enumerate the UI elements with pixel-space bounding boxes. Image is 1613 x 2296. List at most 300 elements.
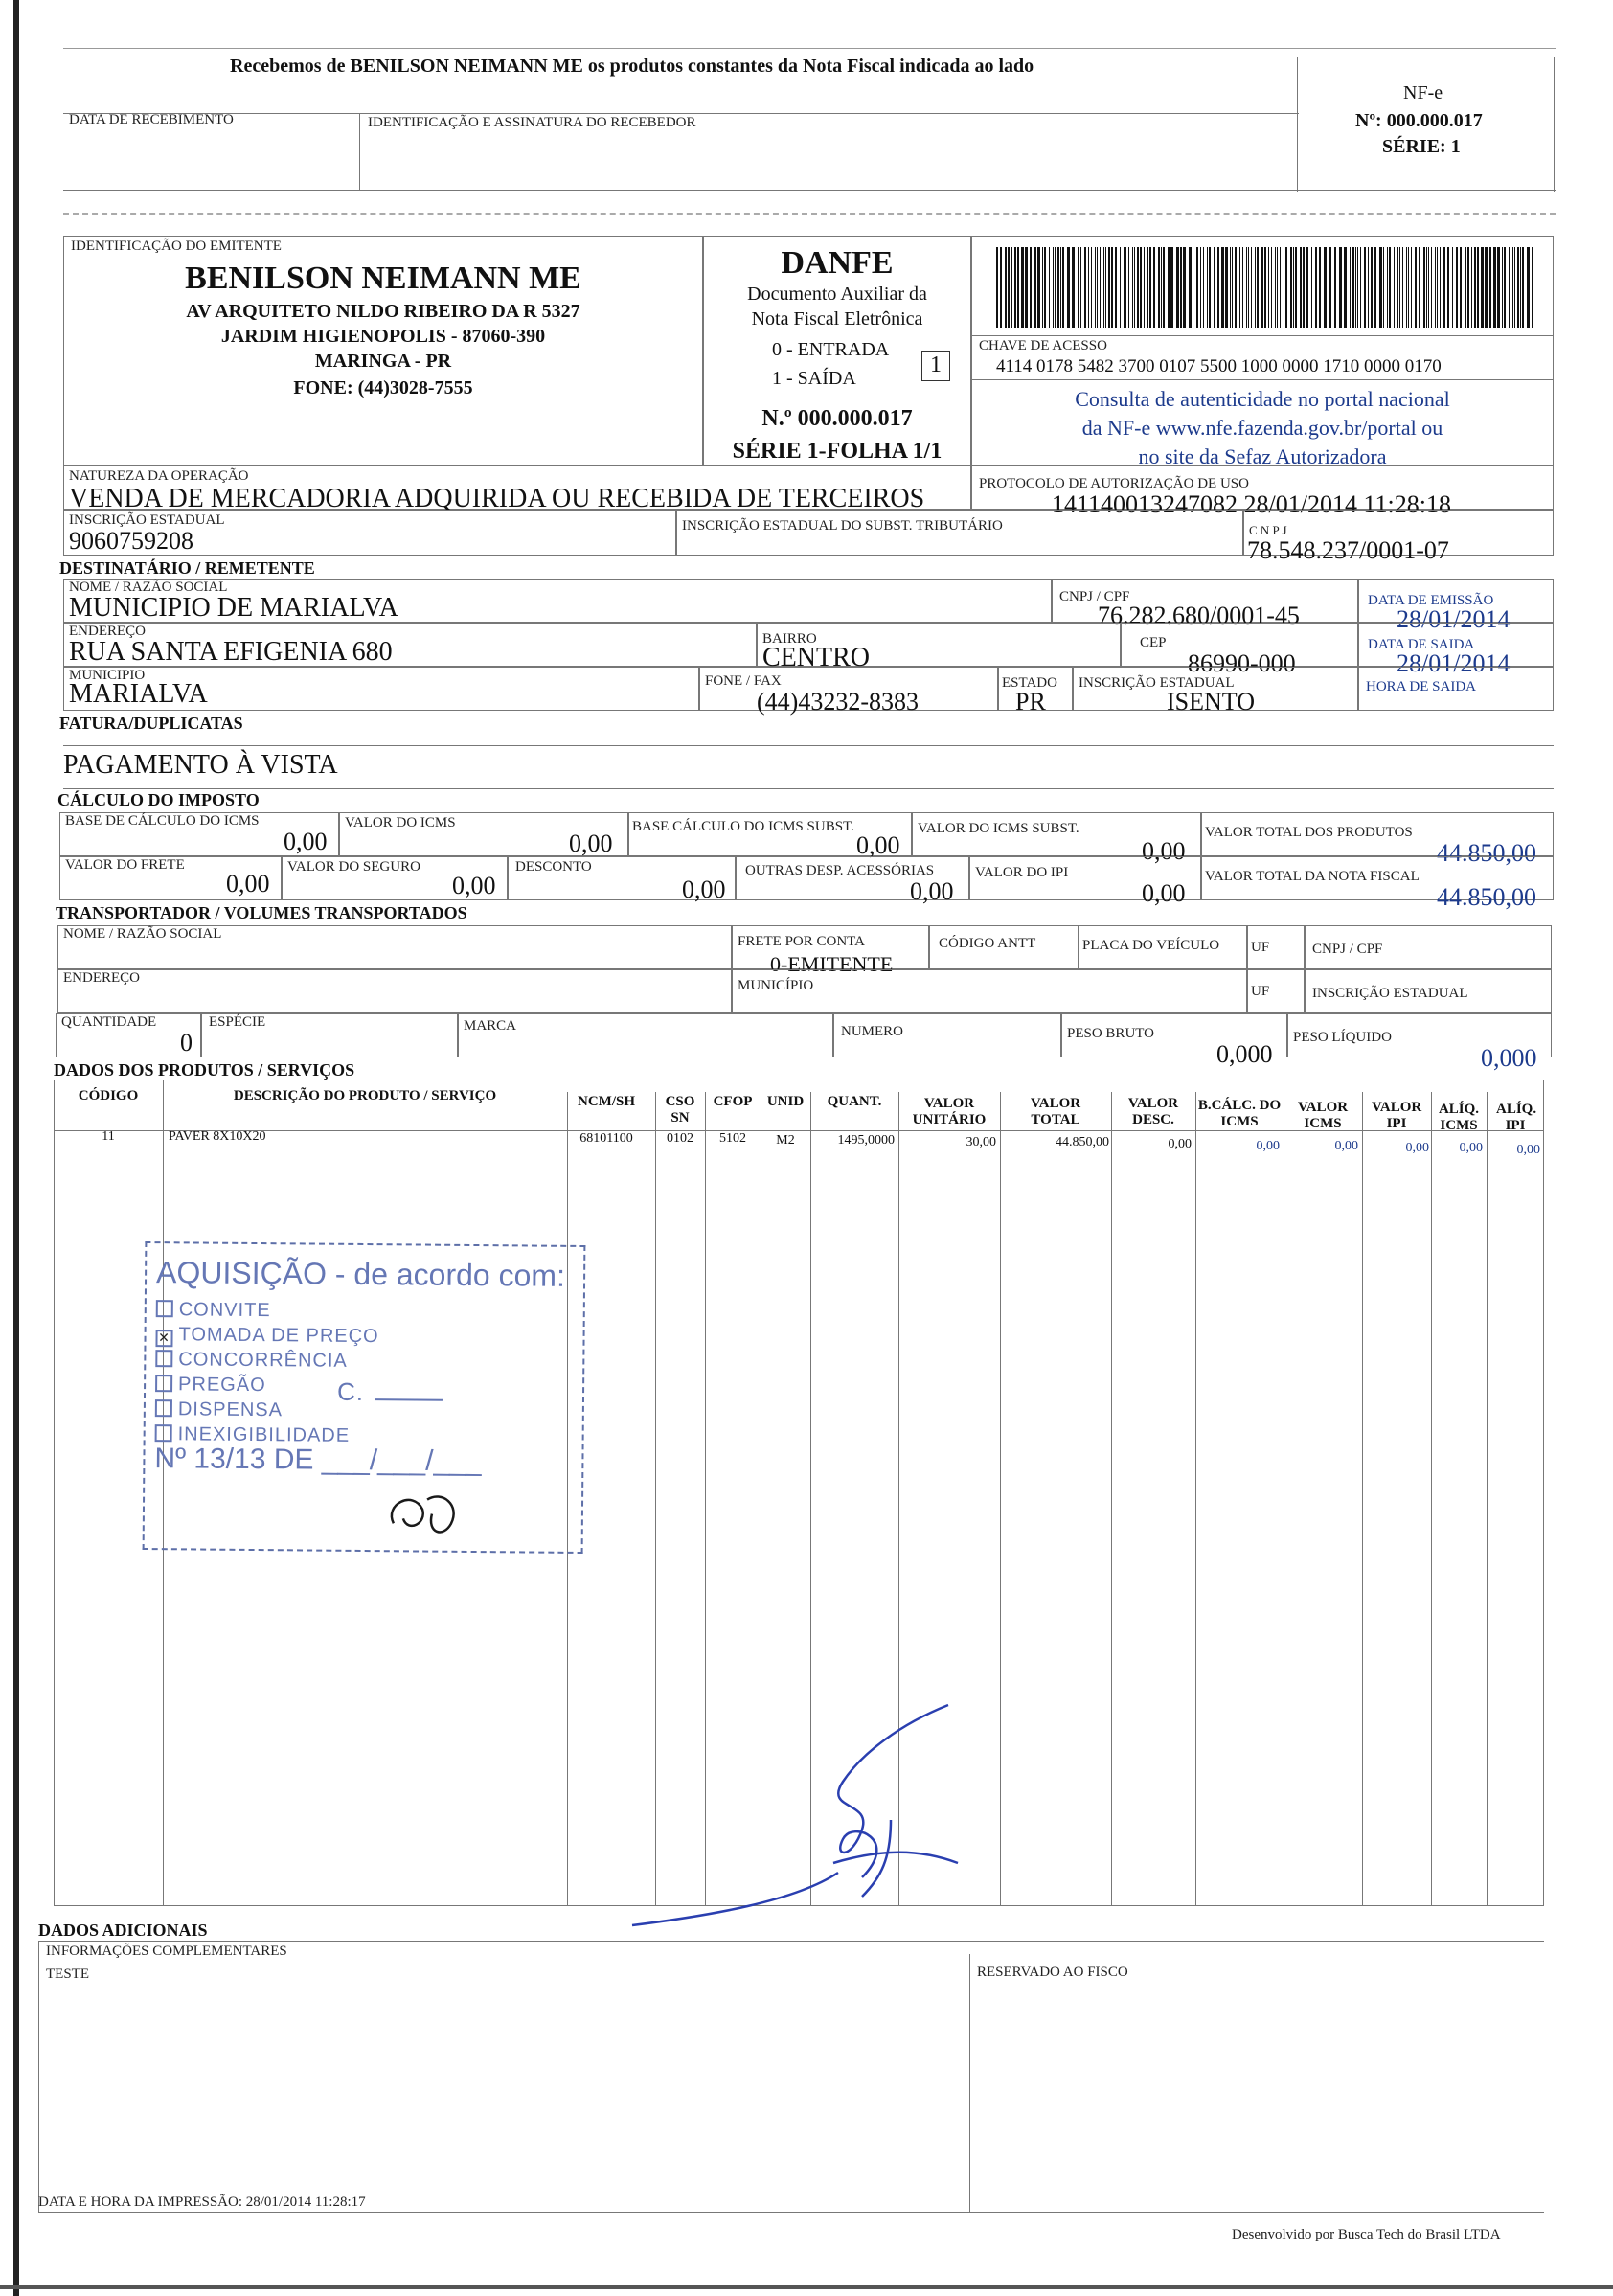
hdr-aipi: ALÍQ. IPI bbox=[1496, 1102, 1537, 1133]
barcode-bar bbox=[1467, 247, 1469, 328]
barcode-bar bbox=[1271, 247, 1272, 328]
hdr-bcicms: B.CÁLC. DO ICMS bbox=[1197, 1098, 1282, 1129]
barcode-bar bbox=[1357, 247, 1358, 328]
barcode-bar bbox=[1161, 247, 1162, 328]
barcode-bar bbox=[1097, 247, 1098, 328]
recipient-emission-label: DATA DE EMISSÃO bbox=[1368, 593, 1494, 608]
barcode-bar bbox=[1072, 247, 1075, 328]
barcode-bar bbox=[1091, 247, 1092, 328]
barcode-bar bbox=[1419, 247, 1420, 328]
barcode-bar bbox=[1532, 247, 1533, 328]
tax-total-products-label: VALOR TOTAL DOS PRODUTOS bbox=[1205, 825, 1413, 840]
barcode-bar bbox=[1440, 247, 1441, 328]
row-unid: M2 bbox=[776, 1133, 795, 1148]
barcode-bar bbox=[1426, 247, 1427, 328]
tax-other-label: OUTRAS DESP. ACESSÓRIAS bbox=[745, 863, 935, 878]
row-aicms: 0,00 bbox=[1459, 1141, 1483, 1155]
barcode-bar bbox=[1067, 247, 1070, 328]
ie-st-label: INSCRIÇÃO ESTADUAL DO SUBST. TRIBUTÁRIO bbox=[682, 518, 1003, 534]
recipient-state: PR bbox=[1015, 688, 1046, 716]
barcode-bar bbox=[996, 247, 998, 328]
barcode-bar bbox=[1060, 247, 1061, 328]
barcode-bar bbox=[1344, 247, 1347, 328]
barcode-bar bbox=[1140, 247, 1142, 328]
transport-brand-label: MARCA bbox=[464, 1018, 517, 1034]
tax-ipi: 0,00 bbox=[1142, 879, 1186, 907]
barcode-bar bbox=[1303, 247, 1305, 328]
cnpj-value: 78.548.237/0001-07 bbox=[1247, 536, 1449, 564]
recipient-cep: 86990-000 bbox=[1188, 649, 1296, 677]
danfe-number: N.º 000.000.017 bbox=[761, 406, 913, 431]
hdr-cfop: CFOP bbox=[713, 1094, 753, 1109]
tax-base-st-label: BASE CÁLCULO DO ICMS SUBST. bbox=[632, 819, 854, 834]
barcode-bar bbox=[1452, 247, 1453, 328]
invoice-value: PAGAMENTO À VISTA bbox=[63, 750, 338, 780]
additional-box bbox=[38, 1941, 1544, 2213]
barcode-bar bbox=[1030, 247, 1032, 328]
tax-section: CÁLCULO DO IMPOSTO bbox=[57, 790, 260, 809]
tax-base-st: 0,00 bbox=[856, 831, 900, 859]
barcode-bar bbox=[1011, 247, 1012, 328]
row-cfop: 5102 bbox=[719, 1131, 746, 1146]
barcode-bar bbox=[1057, 247, 1059, 328]
barcode-bar bbox=[1261, 247, 1263, 328]
barcode-bar bbox=[1230, 247, 1231, 328]
barcode-bar bbox=[1364, 247, 1366, 328]
row-cso: 0102 bbox=[667, 1131, 693, 1146]
barcode-bar bbox=[1008, 247, 1010, 328]
emitter-address1: AV ARQUITETO NILDO RIBEIRO DA R 5327 bbox=[186, 301, 580, 322]
barcode-bar bbox=[1368, 247, 1369, 328]
stamp-option-label: INEXIGIBILIDADE bbox=[177, 1423, 351, 1446]
danfe-sub1: Documento Auxiliar da bbox=[747, 284, 927, 305]
signature bbox=[613, 1695, 977, 1944]
ie-value: 9060759208 bbox=[69, 527, 193, 555]
tax-insurance: 0,00 bbox=[452, 872, 496, 899]
ie-label: INSCRIÇÃO ESTADUAL bbox=[69, 512, 225, 528]
barcode-bar bbox=[1196, 247, 1198, 328]
transport-uf2-label: UF bbox=[1251, 984, 1270, 999]
barcode-bar bbox=[1180, 247, 1182, 328]
tax-freight-label: VALOR DO FRETE bbox=[65, 857, 185, 873]
danfe-type-value: 1 bbox=[930, 352, 942, 377]
receipt-sign-label: IDENTIFICAÇÃO E ASSINATURA DO RECEBEDOR bbox=[368, 115, 696, 130]
barcode-bar bbox=[1522, 247, 1524, 328]
barcode-bar bbox=[1242, 247, 1243, 328]
row-disc: 0,00 bbox=[1168, 1137, 1192, 1151]
access-key-label: CHAVE DE ACESSO bbox=[979, 338, 1107, 353]
stamp-title: AQUISIÇÃO - de acordo com: bbox=[155, 1255, 566, 1293]
barcode-bar bbox=[1300, 247, 1302, 328]
barcode-bar bbox=[1497, 247, 1500, 328]
transport-name-label: NOME / RAZÃO SOCIAL bbox=[63, 926, 222, 942]
row-total: 44.850,00 bbox=[1056, 1135, 1109, 1149]
tax-base-icms-label: BASE DE CÁLCULO DO ICMS bbox=[65, 813, 260, 829]
recipient-ie: ISENTO bbox=[1167, 688, 1255, 716]
barcode-bar bbox=[1306, 247, 1308, 328]
row-unit: 30,00 bbox=[966, 1135, 996, 1149]
protocol-value: 141140013247082 28/01/2014 11:28:18 bbox=[1052, 490, 1451, 518]
transport-section: TRANSPORTADOR / VOLUMES TRANSPORTADOS bbox=[56, 903, 467, 922]
checkbox-icon bbox=[155, 1399, 172, 1417]
barcode-bar bbox=[1514, 247, 1515, 328]
hdr-desc: DESCRIÇÃO DO PRODUTO / SERVIÇO bbox=[233, 1088, 497, 1103]
barcode-bar bbox=[1477, 247, 1479, 328]
tax-discount: 0,00 bbox=[682, 875, 726, 903]
recipient-phone: (44)43232-8383 bbox=[757, 688, 919, 716]
barcode-bar bbox=[1084, 247, 1086, 328]
barcode-bar bbox=[1406, 247, 1407, 328]
tax-discount-label: DESCONTO bbox=[515, 859, 592, 875]
barcode-bar bbox=[1134, 247, 1135, 328]
danfe-serie: SÉRIE 1-FOLHA 1/1 bbox=[732, 439, 943, 464]
barcode-bar bbox=[1217, 247, 1219, 328]
recipient-district: CENTRO bbox=[762, 643, 870, 672]
emitter-name: BENILSON NEIMANN ME bbox=[185, 261, 581, 296]
barcode-bar bbox=[1053, 247, 1054, 328]
barcode-bar bbox=[1447, 247, 1449, 328]
recipient-emission: 28/01/2014 bbox=[1397, 605, 1511, 633]
barcode-bar bbox=[1103, 247, 1104, 328]
barcode-bar bbox=[1248, 247, 1249, 328]
barcode-bar bbox=[1232, 247, 1233, 328]
tax-total-products: 44.850,00 bbox=[1437, 839, 1536, 867]
transport-address-box bbox=[57, 969, 732, 1013]
stamp-option bbox=[156, 1299, 271, 1322]
recipient-address-label: ENDEREÇO bbox=[69, 624, 146, 639]
barcode-bar bbox=[1293, 247, 1294, 328]
barcode-bar bbox=[1125, 247, 1126, 328]
barcode-bar bbox=[1277, 247, 1278, 328]
barcode-bar bbox=[1128, 247, 1129, 328]
checkbox-icon bbox=[156, 1300, 173, 1317]
recipient-city: MARIALVA bbox=[69, 679, 208, 709]
barcode-bar bbox=[1443, 247, 1445, 328]
barcode-bar bbox=[1397, 247, 1398, 328]
barcode-bar bbox=[1415, 247, 1417, 328]
hdr-vipi: VALOR IPI bbox=[1372, 1100, 1422, 1131]
barcode-bar bbox=[1394, 247, 1395, 328]
barcode-bar bbox=[1062, 247, 1064, 328]
tax-ipi-label: VALOR DO IPI bbox=[975, 865, 1069, 880]
transport-freight-label: FRETE POR CONTA bbox=[738, 934, 865, 949]
barcode-bar bbox=[1120, 247, 1121, 328]
barcode-bar bbox=[1163, 247, 1165, 328]
stamp-option-label: TOMADA DE PREÇO bbox=[178, 1324, 379, 1348]
recipient-exit-label: DATA DE SAIDA bbox=[1368, 637, 1475, 652]
transport-net: 0,000 bbox=[1481, 1044, 1537, 1072]
barcode-bar bbox=[1311, 247, 1312, 328]
recipient-cep-label: CEP bbox=[1140, 635, 1167, 650]
barcode-bar bbox=[1352, 247, 1354, 328]
receipt-text: Recebemos de BENILSON NEIMANN ME os produtos constantes da Nota Fiscal indicada ao lado bbox=[230, 56, 1034, 77]
barcode-bar bbox=[1489, 247, 1491, 328]
barcode-bar bbox=[1055, 247, 1056, 328]
barcode-bar bbox=[1387, 247, 1388, 328]
hdr-unid: UNID bbox=[766, 1094, 805, 1109]
tax-icms: 0,00 bbox=[569, 830, 613, 857]
barcode-bar bbox=[1465, 247, 1466, 328]
barcode-bar bbox=[1017, 247, 1019, 328]
stamp-c-label: C. bbox=[336, 1376, 365, 1406]
tax-total-note: 44.850,00 bbox=[1437, 883, 1536, 911]
access-consult1: Consulta de autenticidade no portal nacional bbox=[1075, 387, 1450, 411]
barcode-bar bbox=[1383, 247, 1384, 328]
procurement-stamp bbox=[143, 1241, 586, 1554]
barcode-bar bbox=[1207, 247, 1208, 328]
transport-antt-label: CÓDIGO ANTT bbox=[939, 936, 1036, 951]
barcode-bar bbox=[1493, 247, 1496, 328]
danfe-entrada: 0 - ENTRADA bbox=[772, 339, 890, 360]
barcode-bar bbox=[1183, 247, 1186, 328]
barcode-bar bbox=[1456, 247, 1458, 328]
row-bcicms: 0,00 bbox=[1256, 1139, 1280, 1153]
barcode-bar bbox=[1111, 247, 1113, 328]
barcode-bar bbox=[1360, 247, 1361, 328]
barcode-bar bbox=[1481, 247, 1484, 328]
transport-cnpj-label: CNPJ / CPF bbox=[1312, 942, 1383, 957]
transport-number-label: NUMERO bbox=[841, 1024, 904, 1039]
barcode-bar bbox=[1251, 247, 1252, 328]
cut-line bbox=[63, 213, 1556, 215]
stamp-option bbox=[155, 1374, 266, 1397]
hdr-unit: VALOR UNITÁRIO bbox=[912, 1096, 987, 1127]
barcode-bar bbox=[1460, 247, 1462, 328]
recipient-cnpj: 76.282.680/0001-45 bbox=[1098, 602, 1300, 629]
barcode-bar bbox=[1471, 247, 1472, 328]
receipt-nfe: NF-e bbox=[1403, 82, 1443, 103]
transport-species-label: ESPÉCIE bbox=[209, 1014, 266, 1030]
stamp-option-label: PREGÃO bbox=[178, 1374, 266, 1397]
transport-plate-label: PLACA DO VEÍCULO bbox=[1082, 938, 1220, 953]
barcode-bar bbox=[1144, 247, 1145, 328]
barcode-bar bbox=[1100, 247, 1101, 328]
row-ncm: 68101100 bbox=[579, 1131, 633, 1146]
barcode-bar bbox=[1189, 247, 1192, 328]
barcode-bar bbox=[1504, 247, 1506, 328]
cnpj-label: C N P J bbox=[1249, 523, 1287, 537]
barcode-bar bbox=[1088, 247, 1089, 328]
barcode-bar bbox=[1485, 247, 1488, 328]
barcode-bar bbox=[1000, 247, 1002, 328]
barcode-bar bbox=[1280, 247, 1281, 328]
barcode-bar bbox=[1200, 247, 1201, 328]
invoice-section: FATURA/DUPLICATAS bbox=[59, 714, 243, 733]
barcode-bar bbox=[1339, 247, 1342, 328]
scan-left-edge bbox=[13, 0, 19, 2296]
barcode-bar bbox=[1170, 247, 1173, 328]
hdr-aicms: ALÍQ. ICMS bbox=[1438, 1102, 1480, 1133]
barcode-bar bbox=[1257, 247, 1259, 328]
barcode-bar bbox=[1285, 247, 1287, 328]
barcode-bar bbox=[1431, 247, 1432, 328]
barcode-bar bbox=[1329, 247, 1331, 328]
recipient-name-label: NOME / RAZÃO SOCIAL bbox=[69, 580, 228, 595]
barcode-bar bbox=[1239, 247, 1240, 328]
access-key: 4114 0178 5482 3700 0107 5500 1000 0000 1710 0000 0170 bbox=[996, 356, 1442, 376]
barcode-bar bbox=[1005, 247, 1007, 328]
products-section: DADOS DOS PRODUTOS / SERVIÇOS bbox=[54, 1060, 355, 1080]
recipient-phone-label: FONE / FAX bbox=[705, 673, 782, 689]
barcode-bar bbox=[1275, 247, 1276, 328]
hdr-vicms: VALOR ICMS bbox=[1297, 1100, 1349, 1131]
barcode-bar bbox=[1527, 247, 1530, 328]
barcode-bar bbox=[1264, 247, 1266, 328]
hdr-disc: VALOR DESC. bbox=[1127, 1096, 1179, 1127]
row-desc: PAVER 8X10X20 bbox=[169, 1129, 266, 1144]
recipient-district-label: BAIRRO bbox=[762, 631, 817, 647]
barcode-bar bbox=[1255, 247, 1256, 328]
recipient-city-label: MUNICIPIO bbox=[69, 668, 146, 683]
row-vipi: 0,00 bbox=[1405, 1141, 1429, 1155]
additional-reserved-label: RESERVADO AO FISCO bbox=[977, 1965, 1128, 1980]
recipient-name: MUNICIPIO DE MARIALVA bbox=[69, 593, 398, 623]
danfe-sub2: Nota Fiscal Eletrônica bbox=[751, 308, 923, 330]
barcode-bar bbox=[1037, 247, 1040, 328]
barcode-bar bbox=[1268, 247, 1269, 328]
tax-freight: 0,00 bbox=[226, 870, 270, 898]
protocol-label: PROTOCOLO DE AUTORIZAÇÃO DE USO bbox=[979, 476, 1249, 491]
transport-freight: 0-EMITENTE bbox=[770, 952, 894, 976]
emitter-city: MARINGA - PR bbox=[314, 351, 452, 372]
transport-net-label: PESO LÍQUIDO bbox=[1293, 1030, 1392, 1045]
recipient-ie-label: INSCRIÇÃO ESTADUAL bbox=[1079, 675, 1235, 691]
transport-gross-label: PESO BRUTO bbox=[1067, 1026, 1154, 1041]
barcode-bar bbox=[1509, 247, 1510, 328]
barcode-bar bbox=[1319, 247, 1321, 328]
barcode-bar bbox=[1080, 247, 1081, 328]
stamp-option bbox=[155, 1349, 348, 1373]
recipient-exit: 28/01/2014 bbox=[1397, 649, 1511, 677]
recipient-state-label: ESTADO bbox=[1002, 675, 1057, 691]
barcode-bar bbox=[1158, 247, 1160, 328]
stamp-option-label: CONVITE bbox=[178, 1299, 271, 1322]
barcode bbox=[996, 247, 1533, 328]
barcode-bar bbox=[1411, 247, 1412, 328]
barcode-bar bbox=[1371, 247, 1373, 328]
transport-address-label: ENDEREÇO bbox=[63, 970, 140, 986]
barcode-bar bbox=[1517, 247, 1519, 328]
hdr-ncm: NCM/SH bbox=[578, 1094, 635, 1109]
barcode-bar bbox=[1209, 247, 1211, 328]
barcode-bar bbox=[1389, 247, 1391, 328]
barcode-bar bbox=[1350, 247, 1351, 328]
tax-icms-st: 0,00 bbox=[1142, 837, 1186, 865]
stamp-option bbox=[155, 1398, 283, 1421]
tax-insurance-label: VALOR DO SEGURO bbox=[287, 859, 420, 875]
checkbox-icon bbox=[155, 1350, 172, 1367]
barcode-bar bbox=[1105, 247, 1106, 328]
developer: Desenvolvido por Busca Tech do Brasil LTDA bbox=[1232, 2227, 1501, 2242]
barcode-bar bbox=[1203, 247, 1204, 328]
emitter-label: IDENTIFICAÇÃO DO EMITENTE bbox=[71, 239, 282, 254]
barcode-bar bbox=[1374, 247, 1376, 328]
barcode-bar bbox=[1168, 247, 1170, 328]
danfe-title: DANFE bbox=[781, 245, 894, 281]
barcode-bar bbox=[1520, 247, 1521, 328]
barcode-bar bbox=[1435, 247, 1436, 328]
barcode-bar bbox=[1108, 247, 1110, 328]
additional-section: DADOS ADICIONAIS bbox=[38, 1921, 208, 1940]
tax-base-icms: 0,00 bbox=[284, 828, 328, 855]
barcode-bar bbox=[1025, 247, 1028, 328]
barcode-bar bbox=[1137, 247, 1139, 328]
transport-gross: 0,000 bbox=[1216, 1040, 1273, 1068]
transport-uf-label: UF bbox=[1251, 940, 1270, 955]
barcode-bar bbox=[1034, 247, 1036, 328]
checkbox-icon bbox=[155, 1375, 172, 1392]
recipient-cnpj-label: CNPJ / CPF bbox=[1059, 589, 1130, 604]
transport-qty-label: QUANTIDADE bbox=[61, 1014, 157, 1030]
recipient-section: DESTINATÁRIO / REMETENTE bbox=[59, 558, 315, 578]
barcode-bar bbox=[1379, 247, 1382, 328]
tax-icms-label: VALOR DO ICMS bbox=[345, 815, 456, 830]
barcode-bar bbox=[1014, 247, 1016, 328]
transport-ie-label: INSCRIÇÃO ESTADUAL bbox=[1312, 986, 1468, 1001]
hdr-code: CÓDIGO bbox=[78, 1088, 139, 1103]
barcode-bar bbox=[1290, 247, 1292, 328]
barcode-bar bbox=[1214, 247, 1215, 328]
barcode-bar bbox=[1132, 247, 1133, 328]
receipt-serie: SÉRIE: 1 bbox=[1382, 136, 1461, 157]
barcode-bar bbox=[1153, 247, 1155, 328]
print-date: DATA E HORA DA IMPRESSÃO: 28/01/2014 11:28:17 bbox=[38, 2194, 366, 2210]
barcode-bar bbox=[1115, 247, 1117, 328]
stamp-initials bbox=[375, 1485, 481, 1543]
barcode-bar bbox=[1512, 247, 1513, 328]
tax-other: 0,00 bbox=[910, 877, 954, 905]
barcode-bar bbox=[1437, 247, 1438, 328]
barcode-bar bbox=[1078, 247, 1079, 328]
nature-label: NATUREZA DA OPERAÇÃO bbox=[69, 468, 249, 484]
barcode-bar bbox=[1095, 247, 1096, 328]
recipient-exit-time-label: HORA DE SAIDA bbox=[1366, 679, 1477, 694]
barcode-bar bbox=[1044, 247, 1046, 328]
barcode-bar bbox=[1147, 247, 1148, 328]
scan-bottom-edge bbox=[0, 2285, 1613, 2289]
barcode-bar bbox=[1221, 247, 1224, 328]
barcode-bar bbox=[1176, 247, 1179, 328]
transport-qty: 0 bbox=[180, 1029, 193, 1057]
receipt-number: Nº: 000.000.017 bbox=[1355, 110, 1483, 131]
barcode-bar bbox=[1423, 247, 1425, 328]
barcode-bar bbox=[1049, 247, 1050, 328]
barcode-bar bbox=[1355, 247, 1356, 328]
row-qty: 1495,0000 bbox=[837, 1133, 895, 1148]
access-consult2: da NF-e www.nfe.fazenda.gov.br/portal ou bbox=[1081, 416, 1443, 440]
barcode-bar bbox=[1408, 247, 1409, 328]
barcode-bar bbox=[1042, 247, 1043, 328]
transport-city-label: MUNICÍPIO bbox=[738, 978, 814, 993]
barcode-bar bbox=[1235, 247, 1237, 328]
barcode-bar bbox=[1402, 247, 1403, 328]
hdr-total: VALOR TOTAL bbox=[1030, 1096, 1081, 1127]
recipient-address: RUA SANTA EFIGENIA 680 bbox=[69, 637, 393, 667]
hdr-cso: CSO SN bbox=[665, 1094, 695, 1125]
tax-icms-st-label: VALOR DO ICMS SUBST. bbox=[918, 821, 1079, 836]
stamp-option-label: CONCORRÊNCIA bbox=[178, 1349, 348, 1372]
stamp-option-label: DISPENSA bbox=[177, 1398, 284, 1421]
checked-box-icon: ✕ bbox=[155, 1330, 172, 1347]
barcode-bar bbox=[1502, 247, 1503, 328]
nature-value: VENDA DE MERCADORIA ADQUIRIDA OU RECEBIDA DE TERCEIROS bbox=[69, 484, 925, 513]
barcode-bar bbox=[1149, 247, 1151, 328]
tax-total-note-label: VALOR TOTAL DA NOTA FISCAL bbox=[1205, 869, 1420, 884]
emitter-phone: FONE: (44)3028-7555 bbox=[293, 377, 473, 398]
barcode-bar bbox=[1399, 247, 1400, 328]
barcode-bar bbox=[1295, 247, 1297, 328]
barcode-bar bbox=[1324, 247, 1327, 328]
